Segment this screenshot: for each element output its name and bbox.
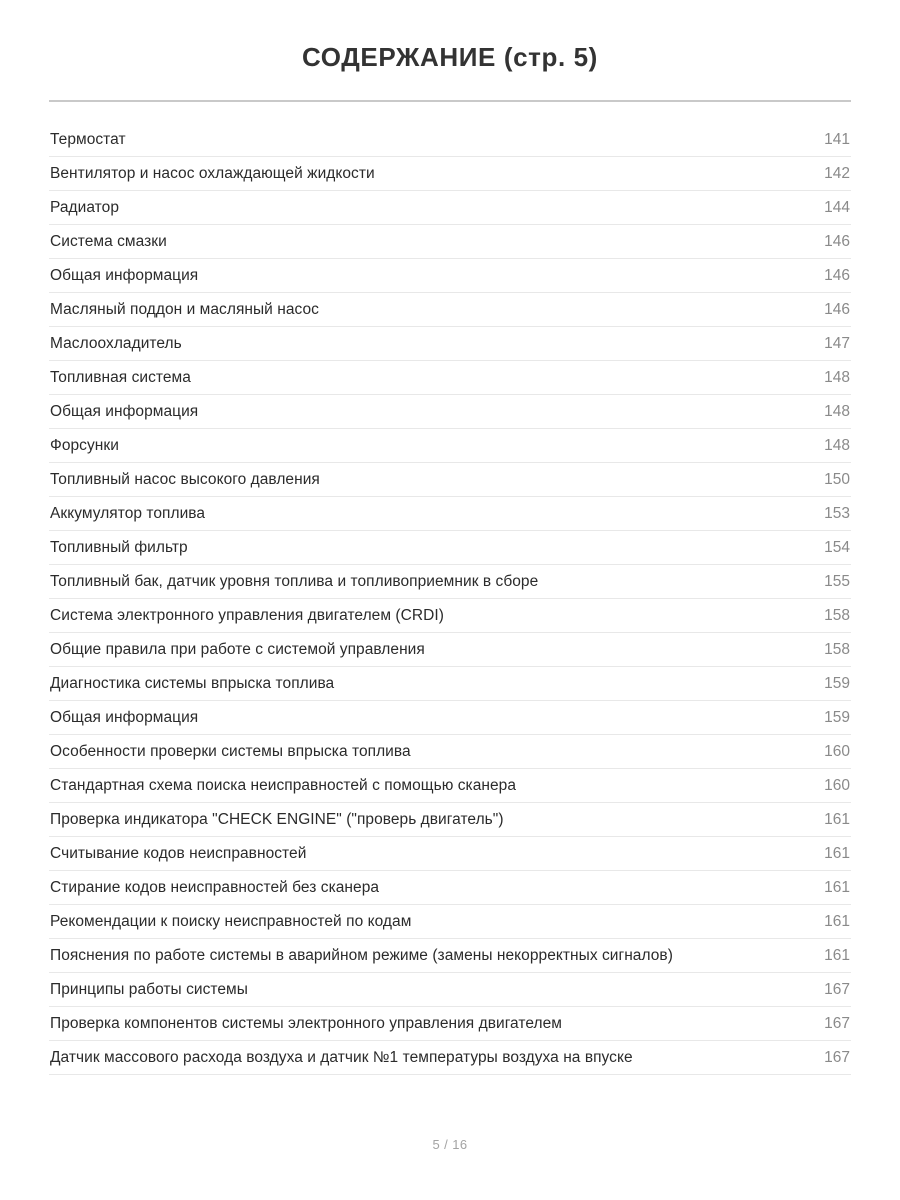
toc-entry-title: Термостат (50, 131, 126, 148)
toc-entry-title: Проверка компонентов системы электронного управления двигателем (50, 1015, 562, 1032)
toc-entry-page-number: 160 (824, 777, 850, 794)
toc-entry-page-number: 142 (824, 165, 850, 182)
toc-entry-title: Масляный поддон и масляный насос (50, 301, 319, 318)
toc-entry-row[interactable] (49, 191, 851, 225)
toc-entry-row[interactable] (49, 939, 851, 973)
toc-entry-page-number: 146 (824, 301, 850, 318)
toc-entry-page-number: 141 (824, 131, 850, 148)
toc-entry-row[interactable] (49, 565, 851, 599)
toc-entry-row[interactable] (49, 463, 851, 497)
toc-entry-page-number: 150 (824, 471, 850, 488)
toc-entry-title: Датчик массового расхода воздуха и датчик №1 температуры воздуха на впуске (50, 1049, 633, 1066)
toc-entry-title: Общая информация (50, 403, 199, 420)
toc-entry-title: Общие правила при работе с системой управления (50, 641, 425, 658)
toc-entry-title: Общая информация (50, 709, 199, 726)
toc-entry-page-number: 147 (824, 335, 850, 352)
toc-entry-row[interactable] (49, 769, 851, 803)
toc-entry-row[interactable] (49, 599, 851, 633)
toc-entry-title: Топливный насос высокого давления (50, 471, 320, 488)
toc-entry-row[interactable] (49, 803, 851, 837)
toc-entry-row[interactable] (49, 1007, 851, 1041)
toc-entry-title: Стирание кодов неисправностей без сканера (50, 879, 380, 896)
toc-entry-title: Топливная система (50, 369, 191, 386)
title-divider (49, 100, 851, 102)
toc-entry-row[interactable] (49, 1041, 851, 1075)
toc-entry-title: Принципы работы системы (50, 981, 248, 998)
toc-entry-row[interactable] (49, 837, 851, 871)
toc-entry-row[interactable] (49, 871, 851, 905)
toc-entry-row[interactable] (49, 633, 851, 667)
toc-entry-title: Система смазки (50, 233, 167, 250)
toc-entry-page-number: 155 (824, 573, 850, 590)
toc-entry-row[interactable] (49, 735, 851, 769)
toc-entry-page-number: 167 (824, 1015, 850, 1032)
toc-entry-row[interactable] (49, 361, 851, 395)
toc-entry-page-number: 167 (824, 981, 850, 998)
page-title: СОДЕРЖАНИЕ (стр. 5) (302, 42, 598, 72)
toc-entry-page-number: 146 (824, 233, 850, 250)
toc-entry-page-number: 160 (824, 743, 850, 760)
toc-entry-title: Проверка индикатора "CHECK ENGINE" ("проверь двигатель") (50, 811, 504, 828)
toc-entry-title: Система электронного управления двигателем (CRDI) (50, 607, 444, 624)
toc-entry-page-number: 148 (824, 369, 850, 386)
toc-entry-row[interactable] (49, 225, 851, 259)
toc-entry-row[interactable] (49, 327, 851, 361)
toc-entry-title: Форсунки (50, 437, 119, 454)
toc-entry-page-number: 161 (824, 947, 850, 964)
toc-entry-page-number: 144 (824, 199, 850, 216)
toc-entry-row[interactable] (49, 667, 851, 701)
toc-entry-page-number: 159 (824, 675, 850, 692)
toc-entry-title: Стандартная схема поиска неисправностей с помощью сканера (50, 777, 516, 794)
toc-entry-row[interactable] (49, 157, 851, 191)
page-number-footer: 5 / 16 (432, 1137, 468, 1152)
toc-entry-title: Маслоохладитель (50, 335, 182, 352)
toc-entry-title: Считывание кодов неисправностей (50, 845, 307, 862)
toc-entry-title: Рекомендации к поиску неисправностей по кодам (50, 913, 412, 930)
toc-entry-title: Аккумулятор топлива (50, 505, 206, 522)
toc-entry-page-number: 158 (824, 641, 850, 658)
toc-entry-page-number: 167 (824, 1049, 850, 1066)
toc-entry-page-number: 158 (824, 607, 850, 624)
toc-entry-title: Радиатор (50, 199, 119, 216)
toc-entry-row[interactable] (49, 973, 851, 1007)
toc-entry-row[interactable] (49, 259, 851, 293)
toc-entry-row[interactable] (49, 123, 851, 157)
toc-entry-page-number: 161 (824, 811, 850, 828)
toc-entry-title: Особенности проверки системы впрыска топлива (50, 743, 411, 760)
toc-entry-title: Вентилятор и насос охлаждающей жидкости (50, 165, 375, 182)
toc-entry-page-number: 148 (824, 437, 850, 454)
toc-entry-title: Пояснения по работе системы в аварийном режиме (замены некорректных сигналов) (50, 947, 673, 964)
toc-entry-row[interactable] (49, 531, 851, 565)
toc-entry-page-number: 161 (824, 845, 850, 862)
toc-entry-page-number: 153 (824, 505, 850, 522)
toc-entry-title: Диагностика системы впрыска топлива (50, 675, 335, 692)
toc-entry-row[interactable] (49, 429, 851, 463)
toc-entry-title: Топливный фильтр (50, 539, 188, 556)
toc-entry-page-number: 146 (824, 267, 850, 284)
toc-entry-page-number: 154 (824, 539, 850, 556)
toc-entry-page-number: 148 (824, 403, 850, 420)
toc-entry-row[interactable] (49, 293, 851, 327)
toc-entry-title: Общая информация (50, 267, 199, 284)
toc-entry-row[interactable] (49, 701, 851, 735)
toc-entry-row[interactable] (49, 497, 851, 531)
toc-entry-page-number: 161 (824, 879, 850, 896)
table-of-contents (49, 123, 851, 1075)
toc-entry-page-number: 161 (824, 913, 850, 930)
content-spacer (0, 1075, 900, 1137)
toc-entry-row[interactable] (49, 905, 851, 939)
toc-entry-page-number: 159 (824, 709, 850, 726)
toc-entry-title: Топливный бак, датчик уровня топлива и топливоприемник в сборе (50, 573, 539, 590)
toc-entry-row[interactable] (49, 395, 851, 429)
